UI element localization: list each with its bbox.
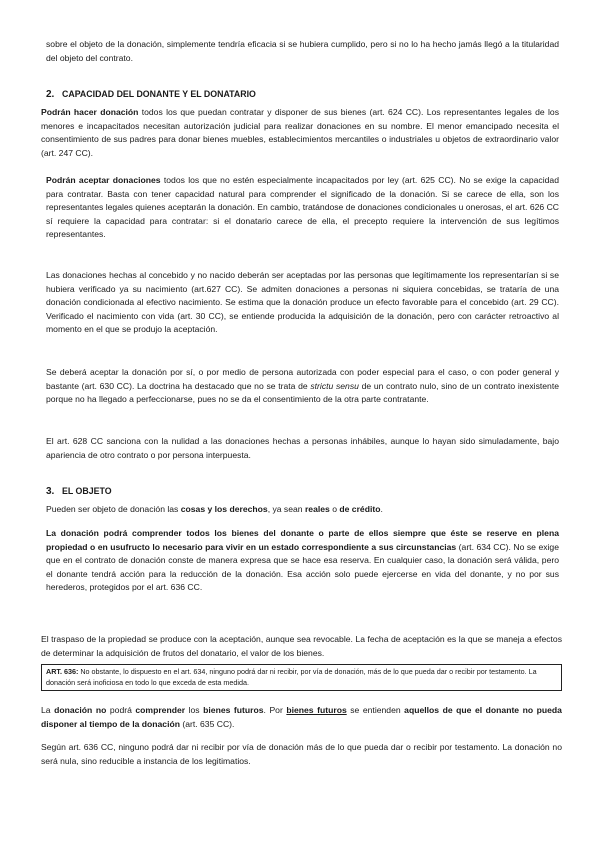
bold-span: de crédito — [339, 504, 381, 514]
paragraph-traspaso — [41, 633, 562, 660]
text-span: La — [41, 705, 55, 715]
bold-span: La donación podrá comprender todos los bienes del donante o parte de ellos siempre que éste se reserve en plena propiedad o en usufructo lo necesario para vivir en un estado correspondiente a sus circunstancias — [46, 528, 559, 552]
paragraph-aceptar-por-si — [46, 366, 559, 407]
text-span: El traspaso de la propiedad se produce con la aceptación, aunque sea revocable. La fecha de aceptación es la que se maneja a efectos de determinar la adquisición de frutos del donatario, el valor de los bienes. — [41, 634, 562, 658]
section-title: CAPACIDAD DEL DONANTE Y EL DONATARIO — [62, 89, 256, 99]
bold-span: donación no — [54, 705, 107, 715]
bold-span: aquellos de que el donante no pueda disponer al tiempo de la donación — [41, 705, 562, 729]
text-span: todos los que puedan contratar y disponer de sus bienes (art. 624 CC). Los representantes legales de los menores e incapacitados necesitan autorización judicial para realizar donaciones en su nombre. El menor emancipado necesita el consentimiento de sus padres para donar bienes muebles, establecimientos mercantiles o industriales u objetos de extraordinario valor (art. 247 CC). — [41, 107, 559, 158]
paragraph-nulidad — [46, 435, 559, 462]
text-span: El art. 628 CC sanciona con la nulidad a las donaciones hechas a personas inhábiles, aunque lo hayan sido simuladamente, bajo apariencia de otro contrato o por persona interpuesta. — [46, 436, 559, 460]
section-number: 3. — [46, 486, 55, 497]
paragraph-reserva — [46, 527, 559, 595]
text-span: No obstante, lo dispuesto en el art. 634, ninguno podrá dar ni recibir, por vía de donación, más de lo que pueda dar o recibir por testamento. La donación será inoficiosa en todo lo que exceda de esta medida. — [46, 667, 537, 688]
text-span: podrá — [106, 705, 136, 715]
bold-span: reales — [304, 504, 330, 514]
paragraph-articulo-636 — [41, 741, 562, 768]
text-span: Se deberá aceptar la donación por sí, o por medio de persona autorizada con poder especial para el caso, o con poder general y bastante (art. 630 CC). La doctrina ha destacado que no se trata de — [46, 367, 559, 391]
bold-span: ART. 636: — [46, 667, 79, 676]
text-span: Pueden ser objeto de donación las — [46, 504, 181, 514]
text-span: Según art. 636 CC, ninguno podrá dar ni recibir por vía de donación más de lo que pueda dar o recibir por testamento. La donación no será nula, sino reducible a instancia de los legitimatios. — [41, 742, 562, 766]
paragraph-objeto-donacion — [46, 503, 559, 517]
text-span: los — [185, 705, 204, 715]
text-span: todos los que no estén especialmente incapacitados por ley (art. 625 CC). No se exige la capacidad para contratar. Basta con tener capacidad natural para comprender el significado de la donación. Si se carece de ella, son los representantes legales quienes aceptarán la donación. En cambio, tratándose de donaciones condicionales u onerosas, el art. 626 CC sí requiere la capacidad para contratar: si el donatario carece de ella, el precepto requiere la intervención de sus legítimos representantes. — [46, 175, 559, 240]
paragraph-concebido — [46, 269, 559, 337]
article-636-box — [41, 664, 562, 691]
italic-span: strictu sensu — [310, 380, 359, 391]
text-span: (art. 634 CC). No se exige que en el contrato de donación conste de manera expresa que se hace esa reserva. En cualquier caso, la donación será válida, pero el donante tendrá acción para la reducción de la donación. Esa acción solo puede ejercerse en vida del donante, y no por sus herederos, protegidos por el art. 636 CC. — [46, 541, 559, 593]
section-heading-capacidad — [46, 89, 256, 100]
text-span: Las donaciones hechas al concebido y no nacido deberán ser aceptadas por las personas que legítimamente los representarían si se hubiera verificado ya su nacimiento (art.627 CC). Se admiten donaciones a personas ni siquiera concebidas, se trataría de una donación condicionada al efectivo nacimiento. Se estima que la donación produce un efecto favorable para el concebido (art. 29 CC). Verificado el nacimiento con vida (art. 30 CC), se entiende producida la adquisición de la donación, pero con carácter retroactivo al momento en el que se produjo la aceptación. — [46, 270, 559, 335]
text-span: , ya sean — [267, 504, 305, 514]
section-number: 2. — [46, 89, 55, 100]
text-span: . — [380, 504, 383, 514]
text-span: o — [329, 504, 340, 514]
bold-span: Podrán hacer donación — [41, 107, 139, 117]
text-span: (art. 635 CC). — [179, 718, 235, 729]
paragraph-bienes-futuros — [41, 704, 562, 731]
bold-span: cosas y los derechos — [180, 504, 268, 514]
bold-span: comprender — [135, 705, 186, 715]
text-span: se entienden — [346, 705, 405, 715]
section-title: EL OBJETO — [62, 486, 112, 496]
bold-span: bienes futuros — [203, 705, 264, 715]
paragraph-hacer-donacion — [41, 106, 559, 160]
paragraph-intro — [46, 38, 559, 65]
bold-underlined-span: bienes futuros — [286, 705, 347, 715]
text-span: de un contrato nulo, sino de un contrato inexistente porque no ha llegado a perfeccionarse, pues no se da el consentimiento de la otra parte contratante. — [46, 380, 559, 405]
text-span: . Por — [263, 705, 287, 715]
bold-span: Podrán aceptar donaciones — [46, 175, 161, 185]
text-span: sobre el objeto de la donación, simplemente tendría eficacia si se hubiera cumplido, pero si no lo ha hecho jamás llegó a la titularidad del objeto del contrato. — [46, 39, 559, 63]
section-heading-objeto — [46, 486, 112, 497]
paragraph-aceptar-donaciones — [46, 174, 559, 242]
